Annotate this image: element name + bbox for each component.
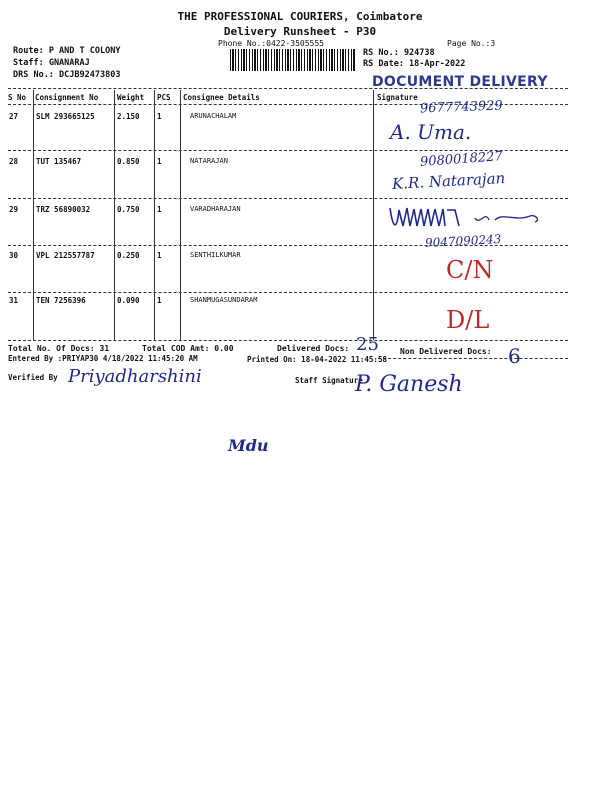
row-consignment: TRZ 56890032 <box>36 205 91 214</box>
staff-label: Staff: GNANARAJ <box>13 58 90 68</box>
row-sno: 31 <box>9 296 19 305</box>
row-consignee: SENTHILKUMAR <box>190 251 241 259</box>
row-pcs: 1 <box>157 157 162 166</box>
runsheet-title: Delivery Runsheet - P30 <box>223 25 377 38</box>
signature-phone: 9047090243 <box>424 232 502 250</box>
col-divider <box>114 90 115 340</box>
row-separator <box>8 292 568 293</box>
row-consignment: SLM 293665125 <box>36 112 95 121</box>
staff-signature-label: Staff Signature <box>295 376 363 385</box>
row-sno: 29 <box>9 205 19 214</box>
col-pcs: PCS <box>157 93 171 102</box>
col-divider <box>33 90 34 340</box>
signature-name: A. Uma. <box>390 120 472 144</box>
row-pcs: 1 <box>157 205 162 214</box>
row-pcs: 1 <box>157 112 162 121</box>
printed-on: Printed On: 18-04-2022 11:45:58 <box>247 355 387 364</box>
company-title: THE PROFESSIONAL COURIERS, Coimbatore <box>177 10 423 23</box>
page-number: Page No.:3 <box>447 39 496 48</box>
row-weight: 0.750 <box>117 205 140 214</box>
row-pcs: 1 <box>157 251 162 260</box>
footer-rule <box>378 358 568 359</box>
phone-number: Phone No.:0422-3505555 <box>218 39 324 48</box>
delivered-count: 25 <box>356 334 379 355</box>
row-consignee: ARUNACHALAM <box>190 112 237 120</box>
entered-by: Entered By :PRIYAP30 4/18/2022 11:45:20 AM <box>8 354 198 363</box>
col-sno: S No <box>8 93 27 102</box>
col-divider <box>154 90 155 340</box>
row-consignee: SHANMUGASUNDARAM <box>190 296 258 304</box>
row-sno: 30 <box>9 251 19 260</box>
signature-phone: 9080018227 <box>419 149 504 170</box>
col-weight: Weight <box>117 93 145 102</box>
table-top-rule <box>8 88 568 89</box>
drs-number: DRS No.: DCJB92473803 <box>13 70 121 80</box>
staff-signature: P. Ganesh <box>355 372 463 397</box>
row-sno: 27 <box>9 112 19 121</box>
col-consignment: Consignment No <box>35 93 99 102</box>
verified-by-label: Verified By <box>8 373 58 382</box>
col-consignee: Consignee Details <box>183 93 260 102</box>
table-bottom-rule <box>8 340 568 341</box>
row-separator <box>8 198 568 199</box>
row-weight: 0.850 <box>117 157 140 166</box>
signature-phone: 9677743929 <box>419 98 503 117</box>
row-weight: 0.090 <box>117 296 140 305</box>
verified-signature: Priyadharshini <box>68 366 202 387</box>
signature-name: K.R. Natarajan <box>391 169 506 193</box>
row-consignee: NATARAJAN <box>190 157 228 165</box>
row-sno: 28 <box>9 157 19 166</box>
total-cod: Total COD Amt: 0.00 <box>142 344 234 353</box>
row-pcs: 1 <box>157 296 162 305</box>
barcode-image <box>230 49 356 71</box>
row-weight: 0.250 <box>117 251 140 260</box>
document-delivery-stamp: DOCUMENT DELIVERY <box>372 74 548 90</box>
route-label: Route: P AND T COLONY <box>13 46 121 56</box>
row-consignment: VPL 212557787 <box>36 251 95 260</box>
row-consignment: TUT 135467 <box>36 157 82 166</box>
row-weight: 2.150 <box>117 112 140 121</box>
status-mark-dl: D/L <box>446 306 490 334</box>
rs-number: RS No.: 924738 <box>363 48 435 58</box>
non-delivered-label: Non Delivered Docs: <box>400 347 492 356</box>
non-delivered-count: 6 <box>508 344 521 368</box>
col-divider <box>373 90 374 340</box>
rs-date: RS Date: 18-Apr-2022 <box>363 59 466 69</box>
row-separator <box>8 245 568 246</box>
signature-scribble <box>385 200 555 236</box>
row-consignee: VARADHARAJAN <box>190 205 241 213</box>
handwritten-mark: Mdu <box>228 436 269 455</box>
total-docs: Total No. Of Docs: 31 <box>8 344 110 353</box>
row-consignment: TEN 7256396 <box>36 296 86 305</box>
status-mark-cn: C/N <box>446 256 494 284</box>
delivered-label: Delivered Docs: <box>277 344 350 353</box>
col-signature: Signature <box>377 93 418 102</box>
col-divider <box>180 90 181 340</box>
